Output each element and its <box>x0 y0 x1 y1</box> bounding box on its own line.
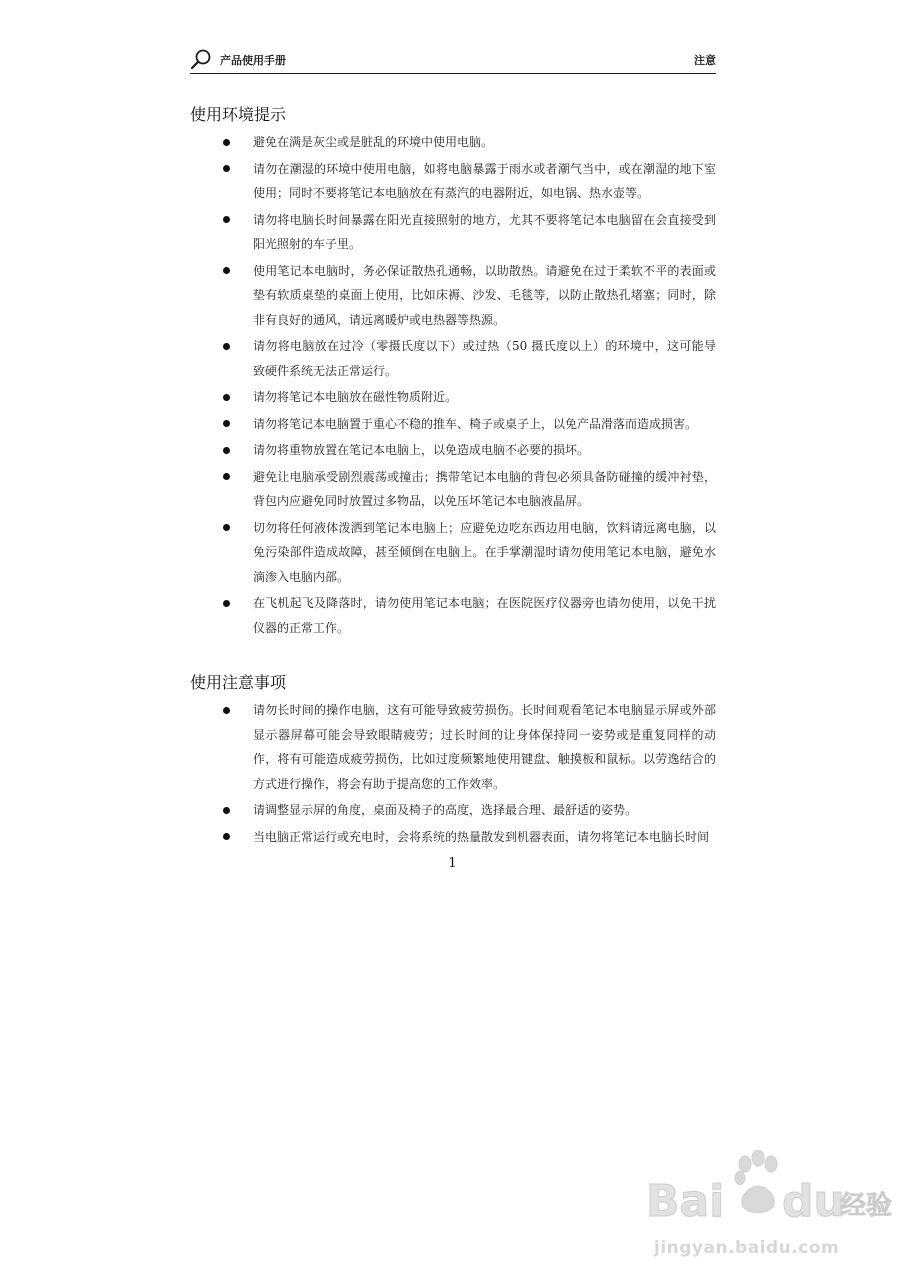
list-item-text: 避免让电脑承受剧烈震荡或撞击；携带笔记本电脑的背包必须具备防碰撞的缓冲衬垫，背包内应避免同时放置过多物品，以免压坏笔记本电脑液晶屏。 <box>253 469 716 508</box>
list-item <box>190 334 716 383</box>
bullet-icon <box>223 473 230 480</box>
chapter-label: 注意 <box>694 54 716 67</box>
list-item-text: 切勿将任何液体泼洒到笔记本电脑上；应避免边吃东西边用电脑，饮料请远离电脑，以免污染部件造成故障，甚至倾倒在电脑上。在手掌潮湿时请勿使用笔记本电脑，避免水滴渗入电脑内部。 <box>253 520 716 584</box>
list-item-text: 请勿将笔记本电脑置于重心不稳的推车、椅子或桌子上，以免产品滑落而造成损害。 <box>253 416 698 431</box>
list-item-text: 请勿将笔记本电脑放在磁性物质附近。 <box>253 390 458 404</box>
list-item-text: 请勿在潮湿的环境中使用电脑，如将电脑暴露于雨水或者潮气当中，或在潮湿的地下室使用；同时不要将笔记本电脑放在有蒸汽的电器附近，如电锅、热水壶等。 <box>253 161 716 200</box>
list-item <box>190 438 716 463</box>
bullet-icon <box>223 216 230 223</box>
section-title: 使用注意事项 <box>190 673 287 692</box>
page-header <box>190 46 716 72</box>
list-item <box>190 157 716 206</box>
section-environment <box>190 104 716 642</box>
list-item <box>190 130 716 155</box>
baidu-watermark <box>644 1150 894 1270</box>
list-item-text: 在飞机起飞及降落时，请勿使用笔记本电脑；在医院医疗仪器旁也请勿使用，以免干扰仪器的正常工作。 <box>253 596 716 635</box>
list-item-text: 使用笔记本电脑时，务必保证散热孔通畅，以助散热。请避免在过于柔软不平的表面或垫有软质桌垫的桌面上使用，比如床褥、沙发、毛毯等，以防止散热孔堵塞；同时，除非有良好的通风，请远离暖炉或电热器等热源。 <box>253 263 716 327</box>
bullet-list <box>190 698 716 849</box>
list-item-text: 请勿长时间的操作电脑，这有可能导致疲劳损伤。长时间观看笔记本电脑显示屏或外部显示器屏幕可能会导致眼睛疲劳；过长时间的让身体保持同一姿势或是重复同样的动作，将有可能造成疲劳损伤，比如过度频繁地使用键盘、触摸板和鼠标。以劳逸结合的方式进行操作，将会有助于提高您的工作效率。 <box>253 703 716 791</box>
bullet-icon <box>223 139 230 146</box>
list-item <box>190 698 716 796</box>
list-item <box>190 412 716 437</box>
header-divider <box>190 73 716 74</box>
list-item <box>190 208 716 257</box>
page-number: 1 <box>448 856 457 871</box>
section-usage-notes <box>190 672 716 851</box>
list-item <box>190 516 716 590</box>
list-item-text: 当电脑正常运行或充电时，会将系统的热量散发到机器表面，请勿将笔记本电脑长时间 <box>253 829 710 844</box>
bullet-icon <box>223 447 230 454</box>
bullet-list <box>190 130 716 640</box>
svg-text:Bai: Bai <box>646 1176 725 1227</box>
bullet-icon <box>223 524 230 531</box>
bullet-icon <box>223 394 230 401</box>
bullet-icon <box>223 807 230 814</box>
svg-text:经验: 经验 <box>840 1191 893 1221</box>
list-item <box>190 385 716 410</box>
bullet-icon <box>223 833 230 840</box>
list-item-text: 请勿将电脑长时间暴露在阳光直接照射的地方，尤其不要将笔记本电脑留在会直接受到阳光照射的车子里。 <box>253 212 716 251</box>
list-item <box>190 591 716 640</box>
magnifier-icon <box>190 48 212 70</box>
bullet-icon <box>223 600 230 607</box>
list-item-text: 请勿将重物放置在笔记本电脑上，以免造成电脑不必要的损坏。 <box>253 443 590 457</box>
bullet-icon <box>223 343 230 350</box>
bullet-icon <box>223 267 230 274</box>
section-title: 使用环境提示 <box>190 105 287 124</box>
list-item <box>190 259 716 333</box>
watermark-url: jingyan.baidu.com <box>654 1238 840 1258</box>
list-item <box>190 825 716 850</box>
list-item-text: 请勿将电脑放在过冷（零摄氏度以下）或过热（50 摄氏度以上）的环境中，这可能导致硬件系统无法正常运行。 <box>253 339 716 378</box>
svg-text:du: du <box>782 1176 845 1227</box>
baidu-jingyan-logo <box>644 1150 894 1240</box>
list-item-text: 避免在满是灰尘或是脏乱的环境中使用电脑。 <box>253 135 494 149</box>
manual-title: 产品使用手册 <box>220 54 286 67</box>
bullet-icon <box>223 420 230 427</box>
bullet-icon <box>223 165 230 172</box>
list-item <box>190 798 716 823</box>
list-item <box>190 465 716 514</box>
bullet-icon <box>223 707 230 714</box>
list-item-text: 请调整显示屏的角度，桌面及椅子的高度，选择最合理、最舒适的姿势。 <box>253 803 638 817</box>
